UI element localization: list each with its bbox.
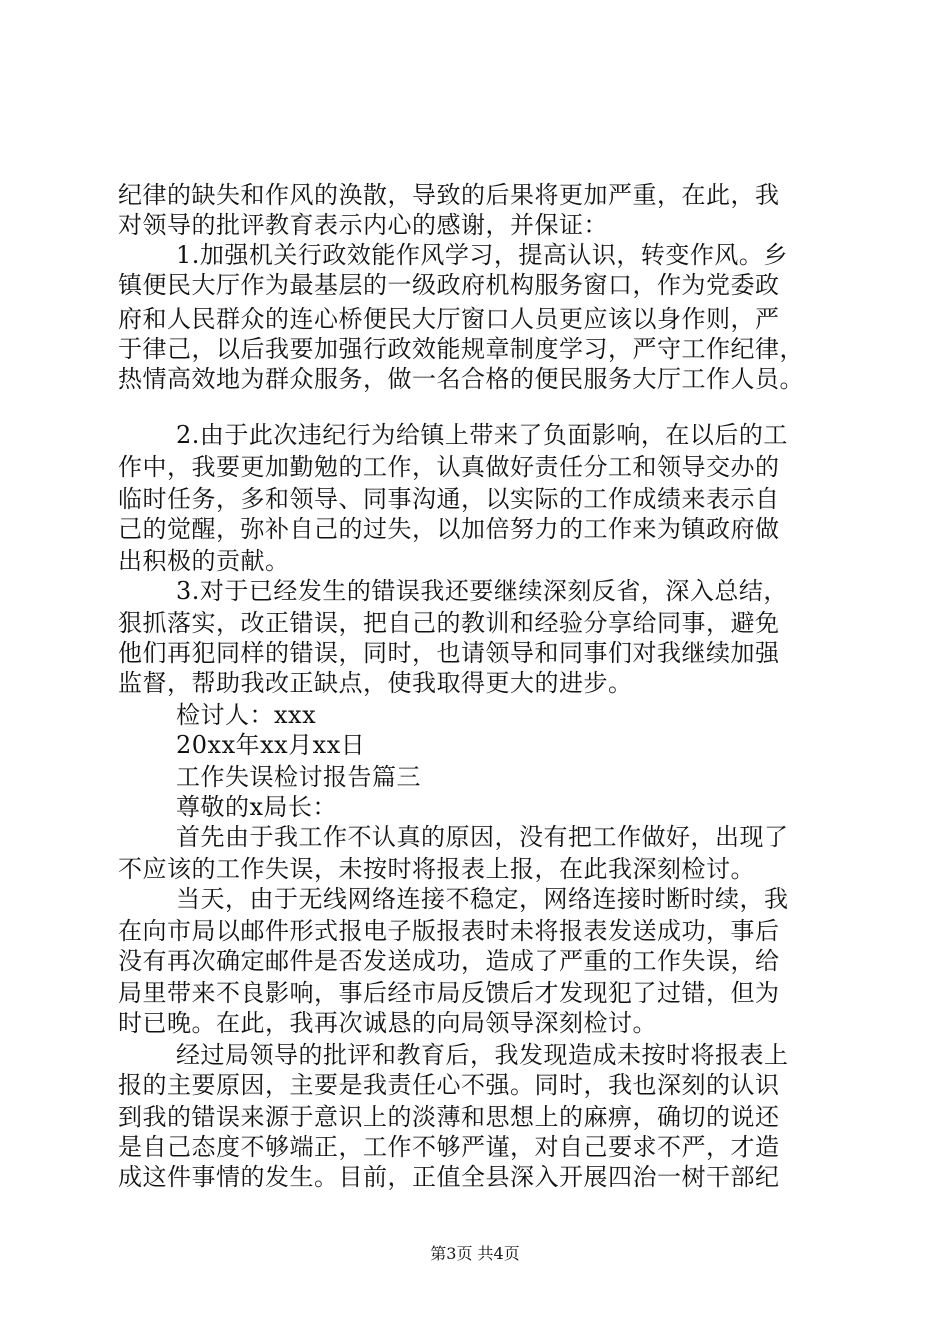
text-line: 狠抓落实，改正错误，把自己的教训和经验分享给同事，避免 [118,609,780,637]
text-line: 于律己，以后我要加强行政效能规章制度学习，严守工作纪律， [118,335,804,363]
text-line: 临时任务，多和领导、同事沟通，以实际的工作成绩来表示自 [118,485,780,513]
text-line: 局里带来不良影响，事后经市局反馈后才发现犯了过错，但为 [118,979,780,1007]
text-line: 己的觉醒，弥补自己的过失，以加倍努力的工作来为镇政府做 [118,515,780,543]
text-line: 报的主要原因，主要是我责任心不强。同时，我也深刻的认识 [118,1071,780,1099]
text-line: 成这件事情的发生。目前，正值全县深入开展四治一树干部纪 [118,1163,780,1191]
text-line: 没有再次确定邮件是否发送成功，造成了严重的工作失误，给 [118,947,780,975]
text-line: 镇便民大厅作为最基层的一级政府机构服务窗口，作为党委政 [118,271,780,299]
text-line: 当天，由于无线网络连接不稳定，网络连接时断时续，我 [176,885,789,913]
text-line: 首先由于我工作不认真的原因，没有把工作做好，出现了 [176,823,789,851]
text-line: 出积极的贡献。 [118,547,290,575]
text-line: 1.加强机关行政效能作风学习，提高认识，转变作风。乡 [176,241,788,269]
signer-line: 检讨人：xxx [176,701,317,729]
text-line: 他们再犯同样的错误，同时，也请领导和同事们对我继续加强 [118,639,780,667]
text-line: 在向市局以邮件形式报电子版报表时未将报表发送成功，事后 [118,917,780,945]
text-line: 对领导的批评教育表示内心的感谢，并保证： [118,211,608,239]
text-line: 作中，我要更加勤勉的工作，认真做好责任分工和领导交办的 [118,453,780,481]
text-line: 到我的错误来源于意识上的淡薄和思想上的麻痹，确切的说还 [118,1103,780,1131]
salutation: 尊敬的x局长： [176,793,338,821]
text-line: 2.由于此次违纪行为给镇上带来了负面影响，在以后的工 [176,421,788,449]
text-line: 府和人民群众的连心桥便民大厅窗口人员更应该以身作则，严 [118,305,780,333]
text-line: 监督，帮助我改正缺点，使我取得更大的进步。 [118,669,633,697]
text-line: 不应该的工作失误，未按时将报表上报，在此我深刻检讨。 [118,855,755,883]
section-title: 工作失误检讨报告篇三 [176,763,421,791]
text-line: 3.对于已经发生的错误我还要继续深刻反省，深入总结， [176,577,788,605]
text-line: 经过局领导的批评和教育后，我发现造成未按时将报表上 [176,1041,789,1069]
text-line: 是自己态度不够端正，工作不够严谨，对自己要求不严，才造 [118,1133,780,1161]
text-line: 热情高效地为群众服务，做一名合格的便民服务大厅工作人员。 [118,365,804,393]
text-line: 时已晚。在此，我再次诚恳的向局领导深刻检讨。 [118,1009,657,1037]
date-line: 20xx年xx月xx日 [176,731,366,759]
page-footer: 第3页 共4页 [430,1244,520,1263]
text-line: 纪律的缺失和作风的涣散，导致的后果将更加严重，在此，我 [118,181,780,209]
